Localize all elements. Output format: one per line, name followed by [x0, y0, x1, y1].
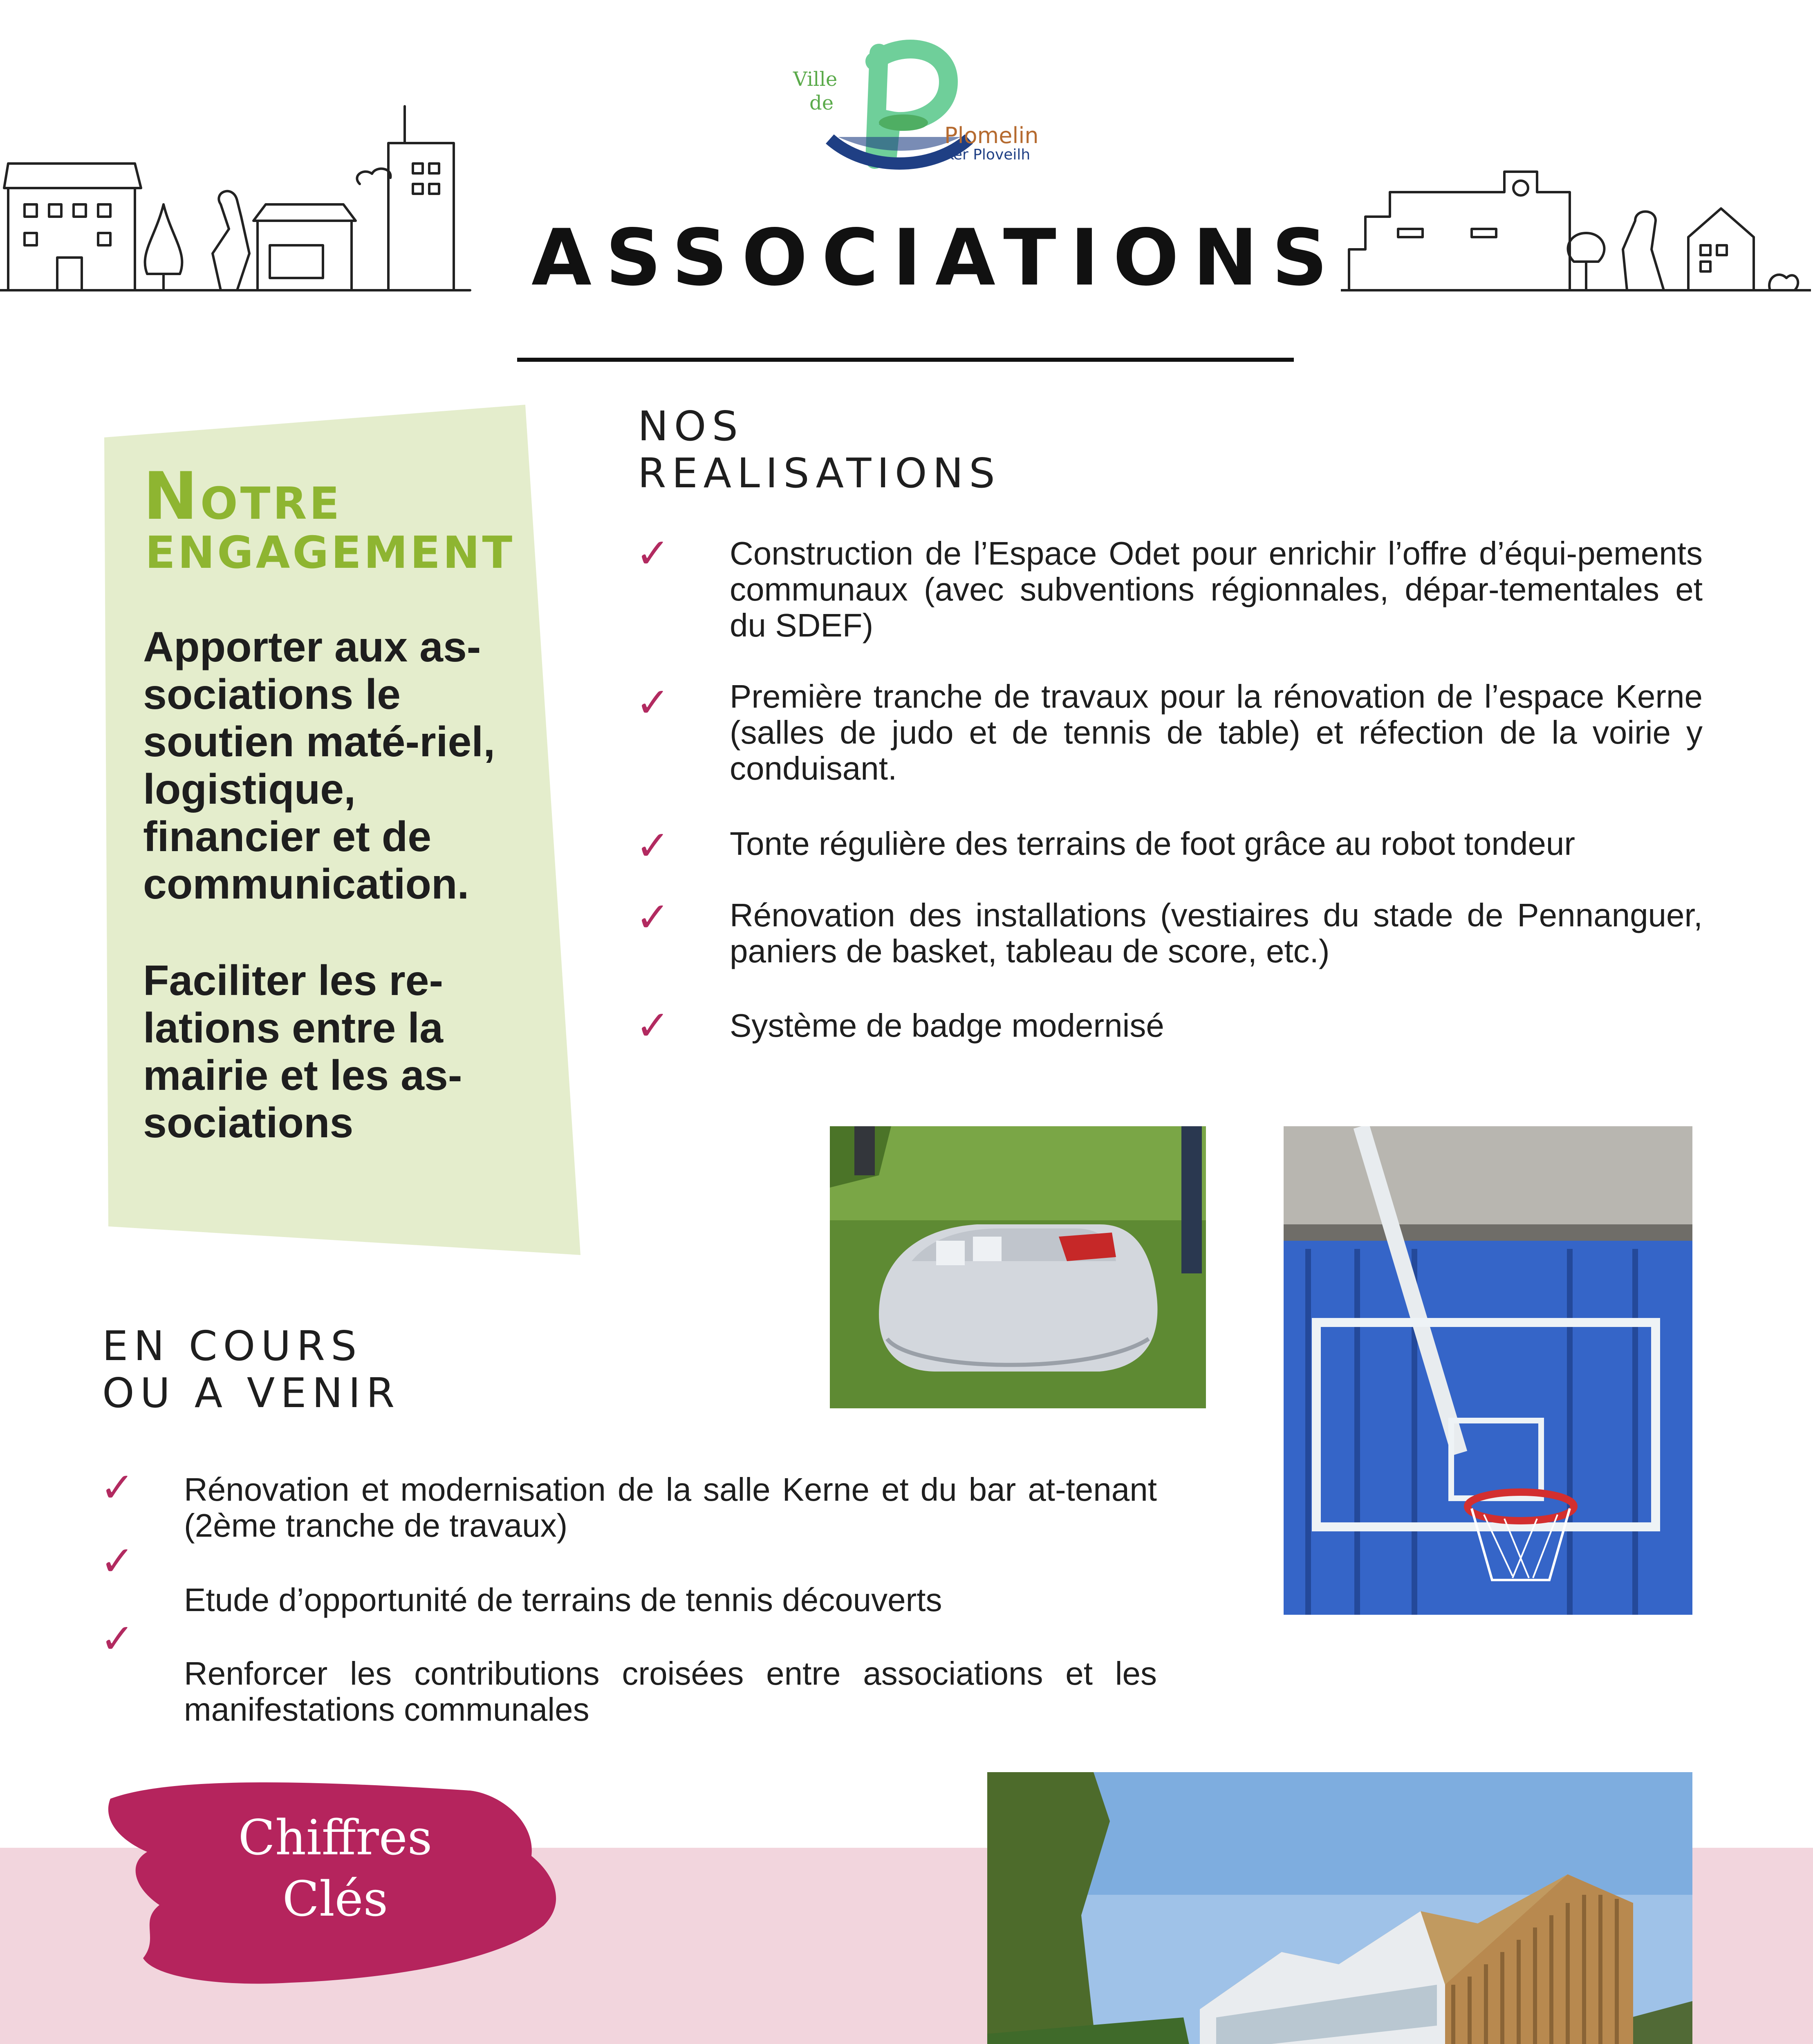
realisations-heading-line1: NOS	[638, 402, 744, 450]
city-sketch-right-illustration	[1341, 155, 1811, 303]
engagement-title	[143, 458, 342, 534]
checkmark-icon: ✓	[100, 1615, 134, 1663]
chiffres-label-line2: Clés	[282, 1871, 388, 1927]
checkmark-icon: ✓	[636, 893, 670, 941]
realisations-heading-line2: REALISATIONS	[638, 449, 1001, 497]
realisation-item: Construction de l’Espace Odet pour enrichir l’offre d’équi-pements communaux (avec subventions régionnales, dépar-tementales et du SDEF)	[730, 535, 1703, 643]
chiffres-label	[213, 1807, 458, 1930]
engagement-title-line2: ENGAGEMENT	[145, 527, 515, 578]
checkmark-icon: ✓	[636, 822, 670, 870]
checkmark-icon: ✓	[636, 1002, 670, 1049]
realisations-heading	[638, 403, 1001, 497]
engagement-paragraph: Faciliter les re-lations entre la mairie et les as-sociations	[143, 957, 462, 1147]
espace-odet-building-photo	[987, 1772, 1692, 2044]
checkmark-icon: ✓	[636, 679, 670, 726]
realisation-item: Première tranche de travaux pour la rénovation de l’espace Kerne (salles de judo et de tennis de table) et réfection de la voirie y conduisant.	[730, 678, 1703, 787]
a-venir-item: Etude d’opportunité de terrains de tennis découverts	[184, 1582, 942, 1618]
engagement-text	[143, 623, 536, 1196]
logo-ville-text: Ville	[793, 68, 838, 91]
checkmark-icon: ✓	[636, 529, 670, 577]
a-venir-heading	[102, 1322, 400, 1416]
checkmark-icon: ✓	[100, 1464, 134, 1511]
town-logo	[777, 37, 1055, 176]
checkmark-icon: ✓	[100, 1537, 134, 1585]
engagement-paragraph: Apporter aux as-sociations le soutien maté-riel, logistique, financier et de communication.	[143, 623, 495, 908]
a-venir-item: Rénovation et modernisation de la salle Kerne et du bar at-tenant (2ème tranche de travaux)	[184, 1471, 1157, 1544]
engagement-title-rest: OTRE	[200, 478, 342, 529]
realisation-item: Système de badge modernisé	[730, 1007, 1164, 1044]
basketball-hoop-photo	[1284, 1126, 1692, 1615]
logo-name-text: Plomelin	[944, 123, 1039, 148]
a-venir-heading-line1: EN COURS	[102, 1322, 363, 1370]
page-title: ASSOCIATIONS	[531, 213, 1342, 303]
robot-mower-photo	[830, 1126, 1206, 1408]
city-sketch-left-illustration	[0, 82, 491, 303]
chiffres-label-line1: Chiffres	[238, 1809, 433, 1866]
title-underline	[517, 358, 1294, 362]
logo-breton-text: Ker Ploveilh	[944, 146, 1031, 163]
realisation-item: Tonte régulière des terrains de foot grâce au robot tondeur	[730, 825, 1575, 862]
a-venir-heading-line2: OU A VENIR	[102, 1369, 401, 1417]
realisation-item: Rénovation des installations (vestiaires du stade de Pennanguer, paniers de basket, tableau de score, etc.)	[730, 897, 1703, 969]
logo-de-text: de	[809, 92, 834, 114]
a-venir-item: Renforcer les contributions croisées entre associations et les manifestations communales	[184, 1655, 1157, 1728]
engagement-title-initial: N	[143, 458, 200, 534]
